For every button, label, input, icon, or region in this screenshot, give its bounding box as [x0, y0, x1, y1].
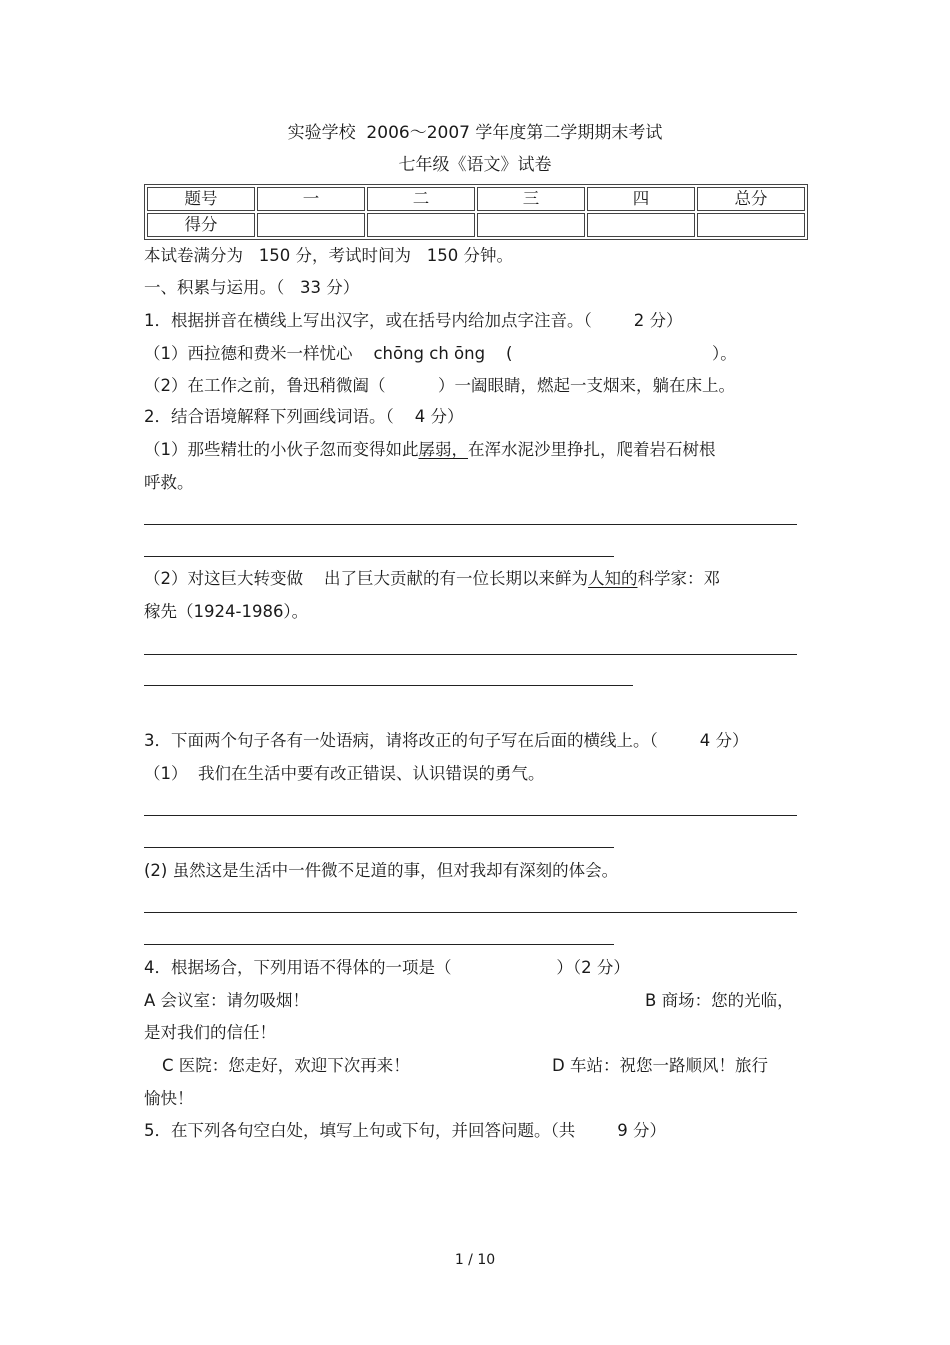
score-table-header-row [147, 187, 805, 211]
question-2-item-2-text: 科学家：邓 [637, 569, 720, 588]
question-4-stem: 4．根据场合，下列用语不得体的一项是（ ）（2 分） [144, 958, 630, 977]
question-2-item-1-text: （1）那些精壮的小伙子忽而变得如此 [144, 440, 419, 459]
question-1-item-2: （2）在工作之前，鲁迅稍微阖（ ）一阖眼睛，燃起一支烟来，躺在床上。 [144, 376, 735, 395]
underlined-word: 人知的 [587, 569, 638, 588]
page-number: 1 / 10 [454, 1252, 496, 1268]
answer-line[interactable] [144, 524, 797, 525]
question-2-item-2-text: （2）对这巨大转变做 出了巨大贡献的有一位长期以来鲜为 [144, 569, 588, 588]
score-cell [587, 213, 695, 237]
answer-line[interactable] [144, 654, 797, 655]
option-c: C 医院：您走好，欢迎下次再来！ [162, 1056, 410, 1075]
question-3-stem: 3．下面两个句子各有一处语病，请将改正的句子写在后面的横线上。（ 4 分） [144, 731, 749, 750]
question-3-item-2: (2) 虽然这是生活中一件微不足道的事，但对我却有深刻的体会。 [144, 861, 619, 880]
score-table [144, 184, 808, 240]
question-3-item-1: （1） 我们在生活中要有改正错误、认识错误的勇气。 [144, 764, 545, 783]
answer-line[interactable] [144, 847, 614, 848]
question-2-item-2-line-2: 稼先（1924-1986）。 [144, 602, 309, 621]
answer-line[interactable] [144, 815, 797, 816]
score-cell: 得分 [147, 213, 255, 237]
underlined-word: 孱弱， [418, 440, 468, 459]
score-cell: 四 [587, 187, 695, 211]
option-a: A 会议室：请勿吸烟！ [144, 991, 310, 1010]
option-d: D 车站：祝您一路顺风！旅行 [552, 1056, 768, 1075]
answer-line[interactable] [144, 912, 797, 913]
score-cell: 二 [367, 187, 475, 211]
question-2-item-1-text: 在浑水泥沙里挣扎，爬着岩石树根 [468, 440, 716, 459]
exam-subtitle: 七年级《语文》试卷 [398, 155, 552, 175]
score-cell: 总分 [697, 187, 805, 211]
score-cell [697, 213, 805, 237]
score-table-score-row [147, 213, 805, 237]
score-cell: 三 [477, 187, 585, 211]
score-cell [257, 213, 365, 237]
exam-title: 实验学校 2006～2007 学年度第二学期期末考试 [287, 123, 663, 143]
question-2-item-1-line-2: 呼救。 [144, 473, 194, 492]
score-cell [367, 213, 475, 237]
option-b-continued: 是对我们的信任！ [144, 1023, 276, 1042]
question-5-stem: 5．在下列各句空白处，填写上句或下句，并回答问题。（共 9 分） [144, 1121, 666, 1140]
question-1-item-1: （1）西拉德和费米一样忧心 chōng ch ōng ( [144, 344, 513, 363]
question-2-stem: 2．结合语境解释下列画线词语。（ 4 分） [144, 407, 464, 426]
question-1-stem: 1．根据拼音在横线上写出汉字，或在括号内给加点字注音。（ 2 分） [144, 311, 683, 330]
score-cell: 一 [257, 187, 365, 211]
option-b: B 商场：您的光临， [645, 991, 794, 1010]
question-2-item-1 [144, 439, 716, 461]
answer-line[interactable] [144, 944, 614, 945]
option-d-continued: 愉快！ [144, 1089, 194, 1108]
answer-line[interactable] [144, 685, 633, 686]
section-1-heading: 一、积累与运用。（ 33 分） [144, 278, 360, 297]
question-2-item-2 [144, 568, 720, 590]
question-1-item-1-close: ）。 [712, 344, 737, 363]
answer-line[interactable] [144, 556, 614, 557]
score-cell [477, 213, 585, 237]
score-cell: 题号 [147, 187, 255, 211]
exam-intro: 本试卷满分为 150 分，考试时间为 150 分钟。 [144, 246, 513, 265]
